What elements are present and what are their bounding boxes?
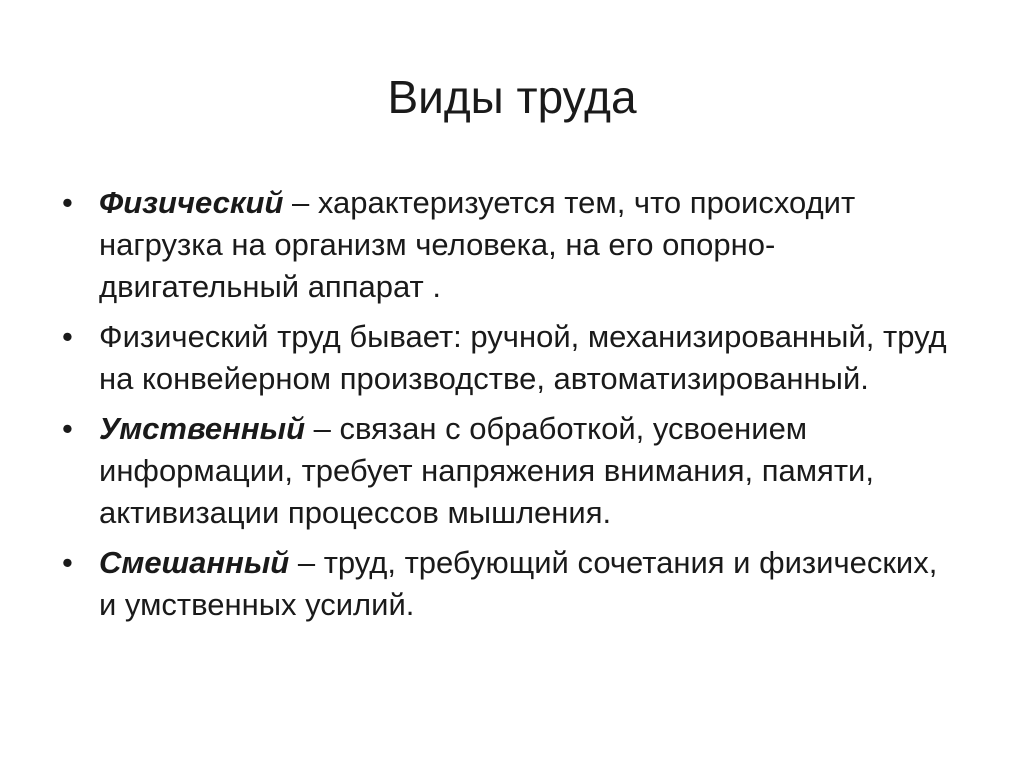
bullet-icon: •: [62, 185, 73, 220]
description-physical-types: Физический труд бывает: ручной, механизированный, труд на конвейерном производстве, автоматизированный.: [99, 319, 947, 396]
bullet-icon: •: [62, 319, 73, 354]
bullet-item-mixed: [62, 542, 962, 626]
description-physical: – характеризуется тем, что происходит нагрузка на организм человека, на его опорно-двигательный аппарат .: [99, 185, 856, 304]
bullet-item-mental: [62, 408, 962, 534]
slide-title: Виды труда: [387, 71, 637, 123]
bullet-icon: •: [62, 411, 73, 446]
term-mixed: Смешанный: [99, 545, 290, 580]
description-mental: – связан с обработкой, усвоением информации, требует напряжения внимания, памяти, активизации процессов мышления.: [99, 411, 874, 530]
bullet-item-physical: [62, 182, 962, 308]
bullet-item-physical-types: [62, 316, 962, 400]
bullet-icon: •: [62, 545, 73, 580]
bullet-list: [62, 182, 962, 634]
term-physical: Физический: [99, 185, 284, 220]
term-mental: Умственный: [99, 411, 306, 446]
description-mixed: – труд, требующий сочетания и физических, и умственных усилий.: [99, 545, 938, 622]
